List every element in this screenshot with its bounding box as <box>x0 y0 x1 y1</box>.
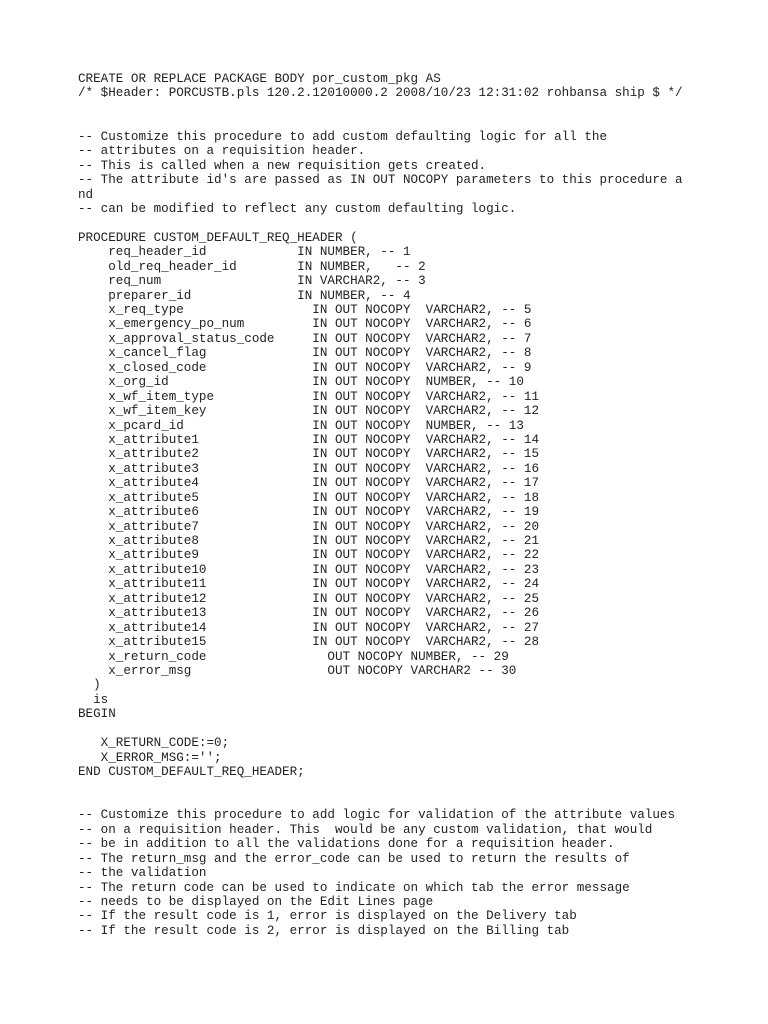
code-line: x_attribute7 IN OUT NOCOPY VARCHAR2, -- 20 <box>78 519 540 534</box>
code-line <box>78 101 683 115</box>
code-line: nd <box>78 187 94 202</box>
code-line: x_wf_item_type IN OUT NOCOPY VARCHAR2, -- 11 <box>78 389 540 404</box>
code-line: preparer_id IN NUMBER, -- 4 <box>78 288 411 303</box>
code-line: ) <box>78 678 101 693</box>
code-line: x_emergency_po_num IN OUT NOCOPY VARCHAR2, -- 6 <box>78 317 532 332</box>
code-line: -- be in addition to all the validations done for a requisition header. <box>78 837 615 852</box>
code-line: x_attribute3 IN OUT NOCOPY VARCHAR2, -- 16 <box>78 461 540 476</box>
code-line: END CUSTOM_DEFAULT_REQ_HEADER; <box>78 765 305 779</box>
code-line: is <box>78 692 109 707</box>
code-line: -- Customize this procedure to add logic for validation of the attribute values <box>78 808 676 823</box>
code-line: x_error_msg OUT NOCOPY VARCHAR2 -- 30 <box>78 663 517 678</box>
code-line: x_return_code OUT NOCOPY NUMBER, -- 29 <box>78 649 509 664</box>
code-line: -- The return_msg and the error_code can be used to return the results of <box>78 851 630 866</box>
code-line: -- attributes on a requisition header. <box>78 144 366 159</box>
code-line: -- The attribute id's are passed as IN OUT NOCOPY parameters to this procedure a <box>78 173 683 188</box>
code-line: x_attribute13 IN OUT NOCOPY VARCHAR2, -- 26 <box>78 606 540 621</box>
code-line: -- can be modified to reflect any custom defaulting logic. <box>78 201 517 216</box>
code-line: x_attribute4 IN OUT NOCOPY VARCHAR2, -- 17 <box>78 476 540 491</box>
code-line: x_cancel_flag IN OUT NOCOPY VARCHAR2, -- 8 <box>78 346 532 361</box>
code-line <box>78 115 683 129</box>
code-line: /* $Header: PORCUSTB.pls 120.2.12010000.2 2008/10/23 12:31:02 rohbansa ship $ */ <box>78 86 683 101</box>
code-line <box>78 722 683 736</box>
code-line: req_num IN VARCHAR2, -- 3 <box>78 274 426 289</box>
code-line: x_org_id IN OUT NOCOPY NUMBER, -- 10 <box>78 375 524 390</box>
code-line: req_header_id IN NUMBER, -- 1 <box>78 245 411 260</box>
code-line: x_attribute1 IN OUT NOCOPY VARCHAR2, -- 14 <box>78 432 540 447</box>
code-line: -- If the result code is 1, error is displayed on the Delivery tab <box>78 909 577 924</box>
code-line: x_attribute8 IN OUT NOCOPY VARCHAR2, -- 21 <box>78 534 540 548</box>
code-line: x_closed_code IN OUT NOCOPY VARCHAR2, -- 9 <box>78 360 532 375</box>
code-line: x_attribute14 IN OUT NOCOPY VARCHAR2, -- 27 <box>78 620 540 635</box>
code-line <box>78 779 683 793</box>
code-line: -- Customize this procedure to add custom defaulting logic for all the <box>78 129 608 144</box>
code-line: -- The return code can be used to indicate on which tab the error message <box>78 880 630 895</box>
code-line: x_attribute9 IN OUT NOCOPY VARCHAR2, -- 22 <box>78 548 540 563</box>
code-line: BEGIN <box>78 707 116 722</box>
code-line <box>78 794 683 808</box>
code-line: x_wf_item_key IN OUT NOCOPY VARCHAR2, -- 12 <box>78 404 540 419</box>
code-line: x_attribute11 IN OUT NOCOPY VARCHAR2, -- 24 <box>78 577 540 592</box>
code-line: x_attribute15 IN OUT NOCOPY VARCHAR2, -- 28 <box>78 635 540 650</box>
code-line: x_attribute5 IN OUT NOCOPY VARCHAR2, -- 18 <box>78 490 540 505</box>
code-line: x_attribute10 IN OUT NOCOPY VARCHAR2, -- 23 <box>78 562 540 577</box>
code-line: CREATE OR REPLACE PACKAGE BODY por_custom_pkg AS <box>78 72 441 86</box>
code-line: x_approval_status_code IN OUT NOCOPY VARCHAR2, -- 7 <box>78 331 532 346</box>
source-code-listing <box>78 72 683 938</box>
code-line: X_RETURN_CODE:=0; <box>78 736 230 751</box>
code-line: x_pcard_id IN OUT NOCOPY NUMBER, -- 13 <box>78 418 524 433</box>
code-line: -- If the result code is 2, error is displayed on the Billing tab <box>78 923 570 938</box>
code-line: PROCEDURE CUSTOM_DEFAULT_REQ_HEADER ( <box>78 230 358 245</box>
code-line: X_ERROR_MSG:=''; <box>78 750 222 765</box>
code-line <box>78 216 683 230</box>
code-line: x_attribute2 IN OUT NOCOPY VARCHAR2, -- 15 <box>78 447 540 462</box>
code-line: x_req_type IN OUT NOCOPY VARCHAR2, -- 5 <box>78 303 532 317</box>
code-line: x_attribute12 IN OUT NOCOPY VARCHAR2, -- 25 <box>78 591 540 606</box>
code-line: -- the validation <box>78 866 207 881</box>
code-line: -- on a requisition header. This would be any custom validation, that would <box>78 822 653 837</box>
code-line: old_req_header_id IN NUMBER, -- 2 <box>78 259 426 274</box>
code-line: -- This is called when a new requisition gets created. <box>78 158 487 173</box>
code-line: -- needs to be displayed on the Edit Lines page <box>78 894 434 909</box>
code-line: x_attribute6 IN OUT NOCOPY VARCHAR2, -- 19 <box>78 505 540 520</box>
